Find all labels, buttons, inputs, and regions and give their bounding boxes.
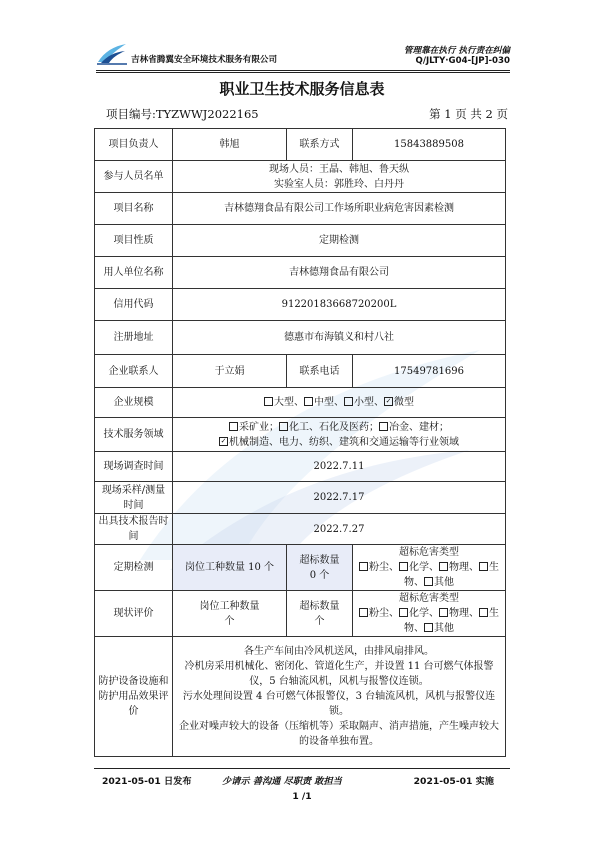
checkbox-biological[interactable] (479, 562, 488, 571)
members-line-2: 实验室人员：郭胜玲、白丹丹 (274, 178, 404, 190)
checkbox-chemical-hazard[interactable] (399, 608, 408, 617)
field-option-label: 采矿业 (239, 421, 269, 433)
contact-value: 15843889508 (353, 129, 506, 161)
protection-evaluation-label: 防护设备设施和防护用品效果评价 (95, 637, 173, 757)
enterprise-contact-label: 企业联系人 (95, 355, 173, 388)
protection-line: 冷机房采用机械化、密闭化、管道化生产，并设置 11 台可燃气体报警仪，5 台轴流风机，风机与报警仪连锁。 (184, 661, 494, 687)
periodic-exceed-value: 0 个 (309, 569, 330, 581)
table-row (95, 355, 506, 388)
document-title: 职业卫生技术服务信息表 (219, 80, 385, 98)
status-positions-label: 岗位工种数量 (199, 600, 260, 612)
enterprise-contact-value: 于立娟 (173, 355, 287, 388)
periodic-positions-value: 岗位工种数量 10 个 (173, 545, 287, 591)
field-option-label: 化工、石化及医药 (289, 421, 369, 433)
protection-line: 污水处理间设置 4 台可燃气体报警仪，3 台轴流风机，风机与报警仪连锁。 (182, 691, 496, 717)
hazard-option-label: 其他 (434, 577, 454, 588)
table-row (95, 452, 506, 482)
sampling-time-label: 现场采样/测量时间 (95, 482, 173, 514)
hazard-type-label: 超标危害类型 (399, 547, 459, 558)
checkbox-machinery-checked[interactable]: ✓ (220, 436, 227, 445)
project-nature-value: 定期检测 (173, 225, 506, 257)
survey-time-label: 现场调查时间 (95, 452, 173, 482)
footer-page-number: 1 /1 (292, 791, 312, 802)
checkbox-micro-checked[interactable]: ✓ (385, 397, 392, 405)
periodic-exceed-cell (287, 545, 353, 591)
checkbox-metallurgy[interactable] (379, 422, 388, 431)
company-name: 吉林省腾翼安全环境技术服务有限公司 (131, 55, 278, 65)
periodic-hazard-cell: 超标危害类型 粉尘、 化学、 物理、 生物、 其他 (353, 545, 506, 591)
header-rule-2 (96, 72, 510, 73)
protection-line: 企业对噪声较大的设备（压缩机等）采取隔声、消声措施，产生噪声较大的设备单独布置。 (179, 721, 499, 747)
hazard-option-label: 粉尘 (369, 562, 389, 573)
service-field-options: 采矿业； 化工、石化及医药； 冶金、建材； ✓ 机械制造、电力、纺织、建筑和交通运输等行业领域 (173, 418, 506, 452)
table-row (95, 257, 506, 289)
table-row (95, 161, 506, 193)
checkbox-other[interactable] (424, 577, 433, 586)
table-row (95, 193, 506, 225)
checkbox-chemical-hazard[interactable] (399, 562, 408, 571)
table-row (95, 289, 506, 321)
scale-option-label: 小型 (354, 397, 374, 408)
members-label: 参与人员名单 (95, 161, 173, 193)
status-exceed-unit: 个 (314, 615, 325, 627)
field-option-label: 机械制造、电力、纺织、建筑和交通运输等行业领域 (229, 436, 459, 448)
company-logo-icon (96, 40, 128, 66)
status-evaluation-label: 现状评价 (95, 591, 173, 637)
table-row (95, 321, 506, 355)
footer-motto: 少请示 善沟通 尽职责 敢担当 (222, 776, 342, 787)
protection-evaluation-value (173, 637, 506, 757)
project-nature-label: 项目性质 (95, 225, 173, 257)
checkbox-small[interactable] (344, 397, 353, 406)
checkbox-mining[interactable] (229, 422, 238, 431)
header-slogan: 管理靠在执行 执行责在纠偏 (403, 46, 510, 56)
checkbox-physical[interactable] (439, 608, 448, 617)
hazard-option-label: 化学 (409, 608, 429, 619)
report-time-value: 2022.7.27 (173, 514, 506, 545)
protection-line: 各生产车间由冷风机送风，由排风扇排风。 (244, 646, 434, 657)
table-row (95, 482, 506, 514)
checkbox-dust[interactable] (359, 562, 368, 571)
scale-options: 大型、 中型、 小型、 ✓ 微型 (173, 388, 506, 418)
leader-label: 项目负责人 (95, 129, 173, 161)
leader-value: 韩旭 (173, 129, 287, 161)
status-exceed-cell (287, 591, 353, 637)
periodic-detection-label: 定期检测 (95, 545, 173, 591)
contact-label: 联系方式 (287, 129, 353, 161)
credit-code-label: 信用代码 (95, 289, 173, 321)
address-value: 德惠市布海镇义和村八社 (173, 321, 506, 355)
address-label: 注册地址 (95, 321, 173, 355)
scale-option-label: 大型 (274, 397, 294, 408)
employer-label: 用人单位名称 (95, 257, 173, 289)
table-row (95, 225, 506, 257)
phone-label: 联系电话 (287, 355, 353, 388)
hazard-option-label: 粉尘 (369, 608, 389, 619)
table-row (95, 637, 506, 757)
service-field-label: 技术服务领域 (95, 418, 173, 452)
checkbox-other[interactable] (424, 623, 433, 632)
field-option-label: 冶金、建材 (389, 421, 439, 433)
status-hazard-cell: 超标危害类型 粉尘、 化学、 物理、 生物、 其他 (353, 591, 506, 637)
employer-value: 吉林德翔食品有限公司 (173, 257, 506, 289)
survey-time-value: 2022.7.11 (173, 452, 506, 482)
hazard-type-label: 超标危害类型 (399, 593, 459, 604)
table-row (95, 545, 506, 591)
project-name-value: 吉林德翔食品有限公司工作场所职业病危害因素检测 (173, 193, 506, 225)
hazard-option-label: 物理 (449, 562, 469, 573)
checkbox-dust[interactable] (359, 608, 368, 617)
hazard-option-label: 生物 (404, 608, 499, 634)
hazard-option-label: 生物 (404, 562, 499, 588)
members-value (173, 161, 506, 193)
status-positions-cell (173, 591, 287, 637)
implement-date: 2021-05-01 实施 (413, 776, 494, 787)
checkbox-large[interactable] (264, 397, 273, 406)
status-positions-unit: 个 (224, 615, 235, 627)
table-row (95, 129, 506, 161)
document-code: Q/JLTY·G04-[JP]-030 (415, 56, 510, 66)
checkbox-physical[interactable] (439, 562, 448, 571)
exceed-label: 超标数量 (299, 554, 340, 566)
hazard-option-label: 物理 (449, 608, 469, 619)
header-rule (96, 70, 510, 71)
footer-rule (94, 768, 510, 769)
page-info: 第 1 页 共 2 页 (429, 107, 508, 121)
hazard-option-label: 化学 (409, 562, 429, 573)
table-row (95, 514, 506, 545)
members-line-1: 现场人员：王晶、韩旭、鲁天纵 (269, 163, 409, 175)
hazard-option-label: 其他 (434, 623, 454, 634)
publish-date: 2021-05-01 日发布 (102, 776, 192, 787)
page-header (0, 0, 604, 80)
report-time-label: 出具技术报告时间 (95, 514, 173, 545)
status-exceed-label: 超标数量 (299, 600, 340, 612)
scale-option-label: 中型 (314, 397, 334, 408)
table-row (95, 388, 506, 418)
table-row (95, 591, 506, 637)
checkbox-biological[interactable] (479, 608, 488, 617)
project-number: 项目编号:TYZWWJ2022165 (106, 107, 259, 121)
table-row (95, 418, 506, 452)
project-name-label: 项目名称 (95, 193, 173, 225)
checkbox-chemical[interactable] (279, 422, 288, 431)
checkbox-medium[interactable] (304, 397, 313, 406)
phone-value: 17549781696 (353, 355, 506, 388)
scale-option-label: 微型 (394, 397, 414, 408)
sampling-time-value: 2022.7.17 (173, 482, 506, 514)
info-table (94, 128, 506, 757)
credit-code-value: 91220183668720200L (173, 289, 506, 321)
scale-label: 企业规模 (95, 388, 173, 418)
